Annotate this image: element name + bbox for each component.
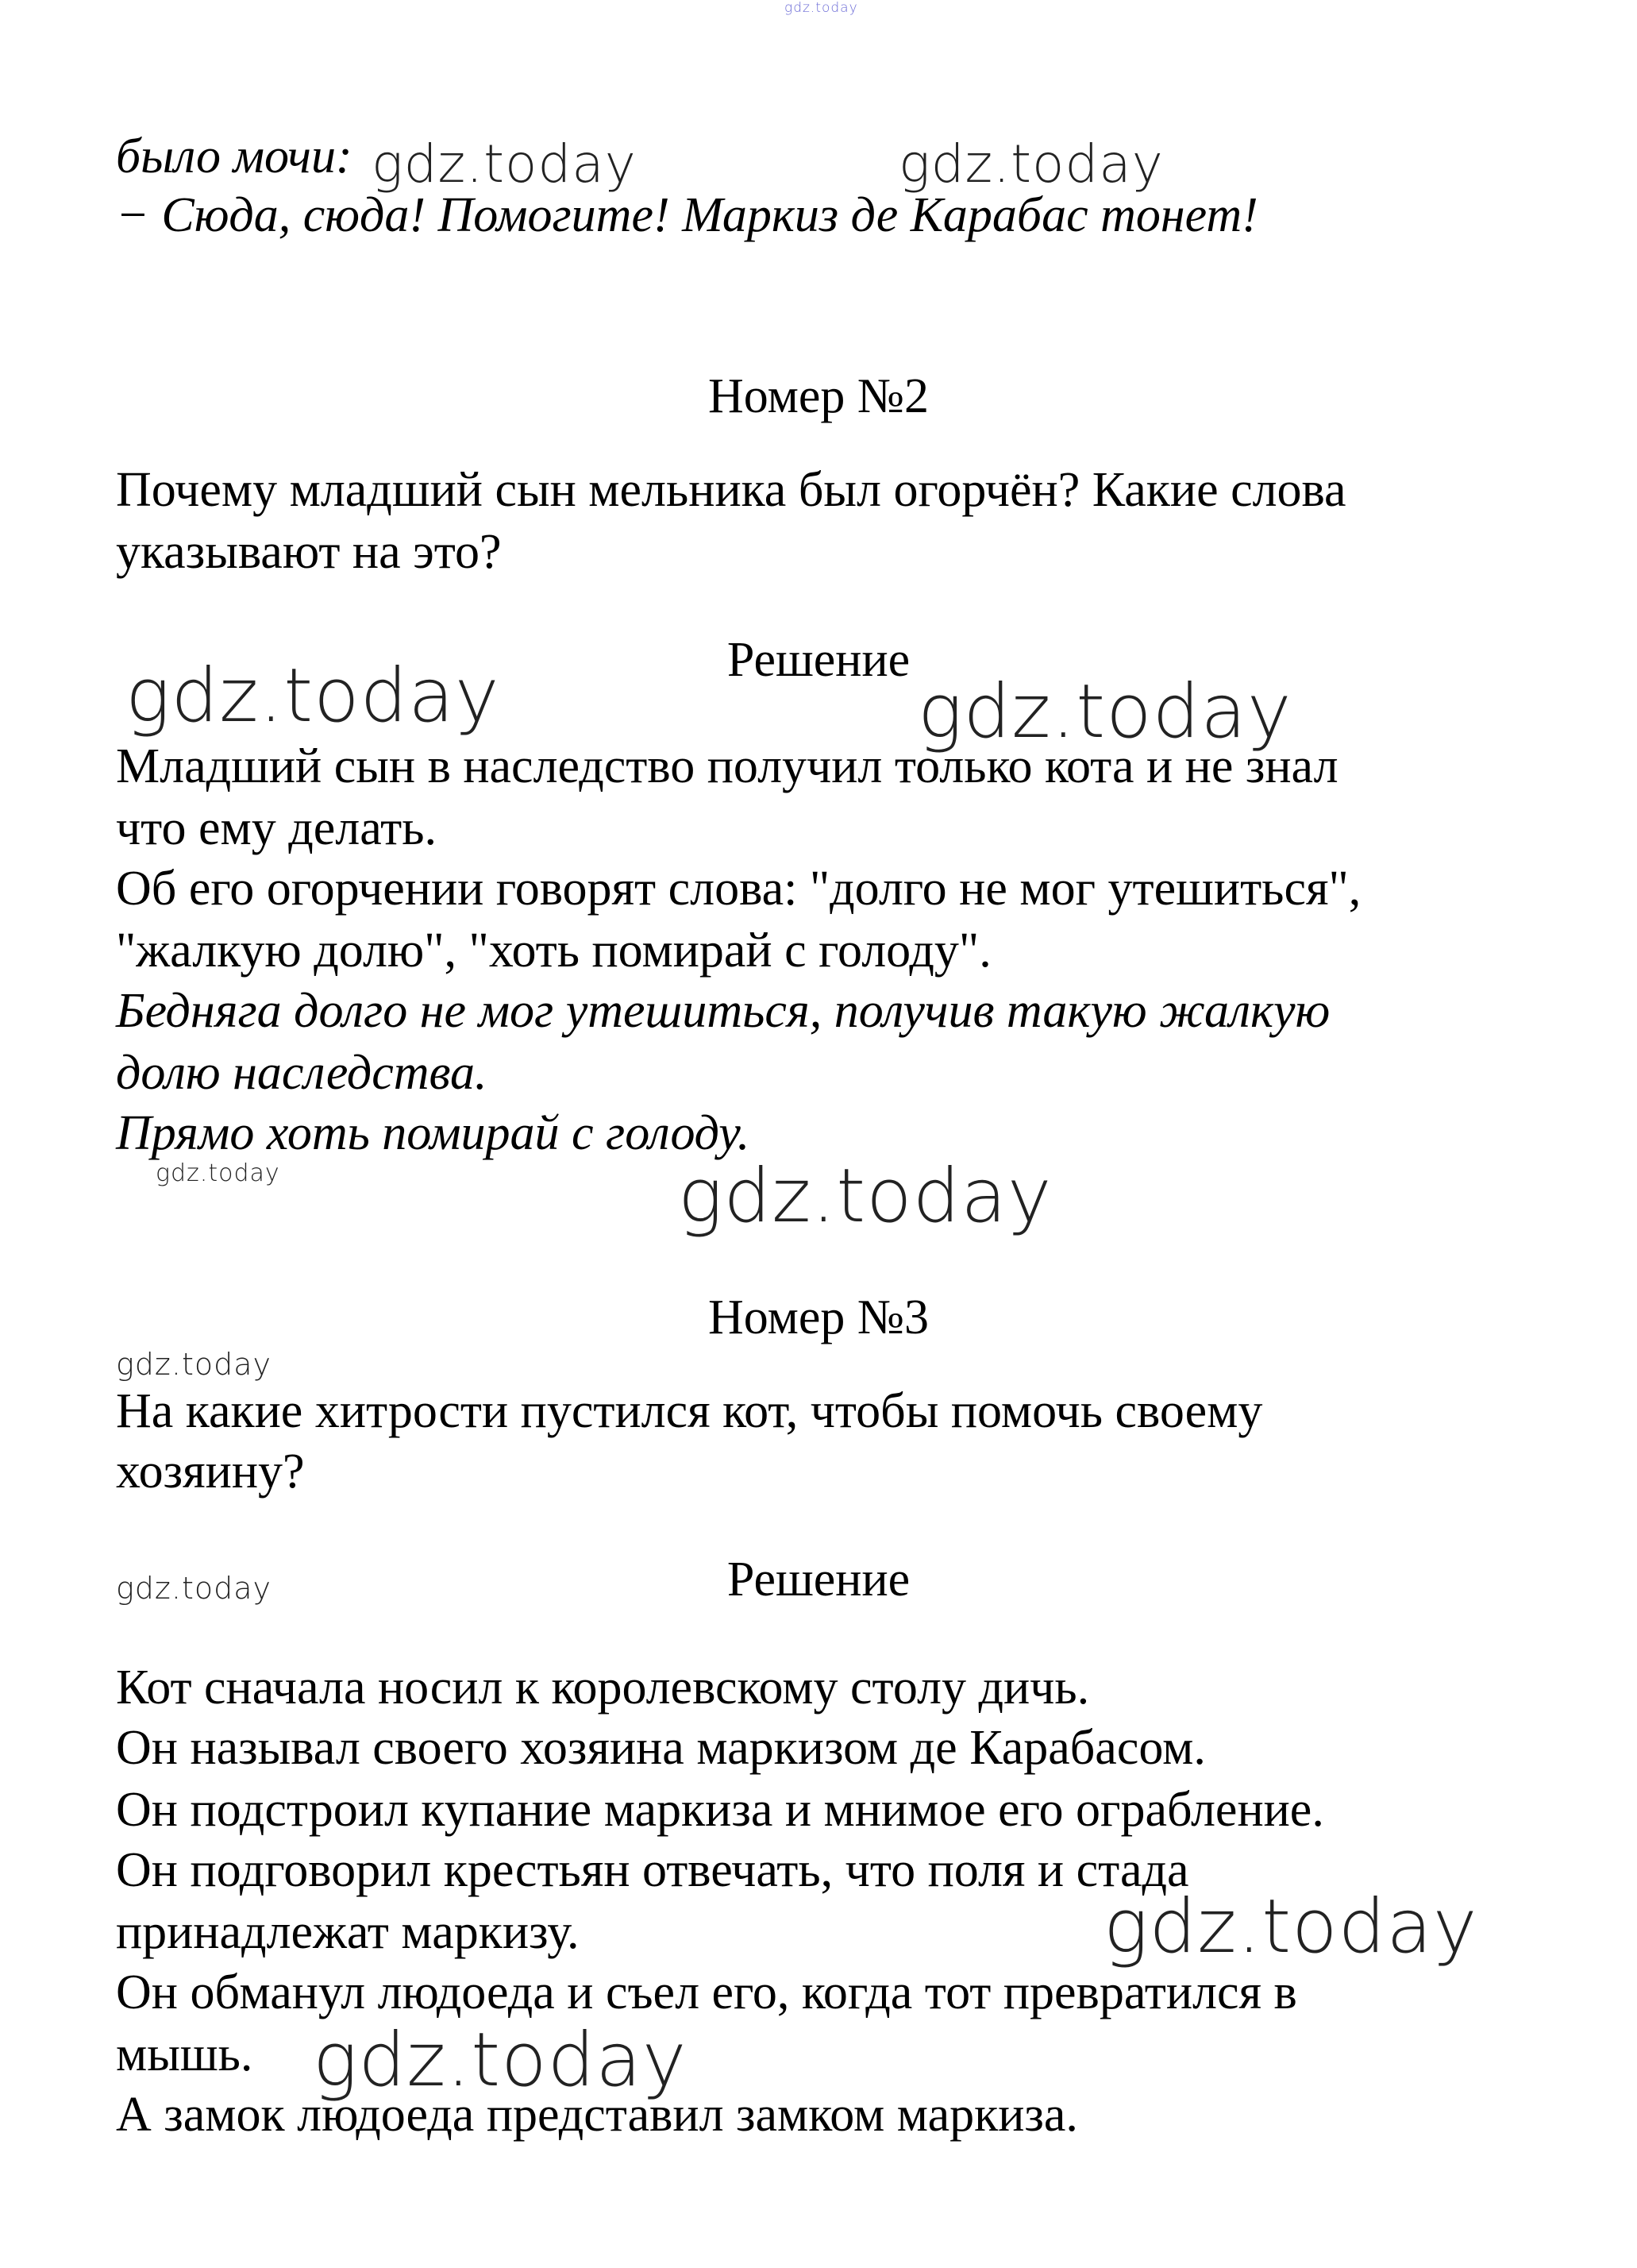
- task-3-question-line-1: На какие хитрости пустился кот, чтобы помочь своему: [116, 1384, 1263, 1438]
- task-2-question-line-2: указывают на это?: [116, 525, 502, 579]
- watermark-solution-right: gdz.today: [918, 669, 1292, 755]
- watermark-lower-left: gdz.today: [313, 2017, 688, 2104]
- task-2-answer-line-2: что ему делать.: [116, 801, 437, 855]
- task-2-answer-line-3: Об его огорчении говорят слова: "долго не мог утешиться",: [116, 862, 1362, 916]
- task-2-heading: Номер №2: [707, 369, 929, 423]
- watermark-intro-right: gdz.today: [899, 133, 1164, 195]
- watermark-small-3: gdz.today: [116, 1571, 272, 1606]
- watermark-top: gdz.today: [784, 0, 858, 16]
- watermark-intro-left: gdz.today: [372, 133, 637, 195]
- intro-line-1: было мочи:: [116, 129, 352, 183]
- task-3-answer-line-4: Он подговорил крестьян отвечать, что поля и стада: [116, 1843, 1189, 1897]
- task-3-answer-line-3: Он подстроил купание маркиза и мнимое его ограбление.: [116, 1783, 1324, 1837]
- watermark-small-1: gdz.today: [156, 1159, 280, 1187]
- intro-line-2: − Сюда, сюда! Помогите! Маркиз де Карабас тонет!: [116, 188, 1258, 242]
- task-3-answer-line-2: Он называл своего хозяина маркизом де Карабасом.: [116, 1721, 1206, 1775]
- task-2-quote-line-1: Бедняга долго не мог утешиться, получив такую жалкую: [116, 984, 1331, 1038]
- task-2-answer-line-1: Младший сын в наследство получил только кота и не знал: [116, 739, 1338, 793]
- task-3-solution-heading: Решение: [726, 1552, 911, 1606]
- task-3-answer-line-1: Кот сначала носил к королевскому столу дичь.: [116, 1660, 1090, 1714]
- task-2-quote-line-3: Прямо хоть помирай с голоду.: [116, 1106, 750, 1160]
- watermark-small-2: gdz.today: [116, 1347, 272, 1382]
- task-3-heading: Номер №3: [707, 1290, 929, 1344]
- task-2-question-line-1: Почему младший сын мельника был огорчён? Какие слова: [116, 463, 1346, 517]
- watermark-lower-right: gdz.today: [1104, 1884, 1478, 1970]
- task-3-answer-line-8: А замок людоеда представил замком маркиза.: [116, 2088, 1078, 2142]
- watermark-center: gdz.today: [678, 1153, 1053, 1240]
- task-3-answer-line-6: Он обманул людоеда и съел его, когда тот превратился в: [116, 1965, 1297, 2019]
- task-3-question-line-2: хозяину?: [116, 1444, 305, 1498]
- task-2-answer-line-4: "жалкую долю", "хоть помирай с голоду".: [116, 924, 992, 978]
- watermark-solution-left: gdz.today: [125, 653, 500, 739]
- task-3-answer-line-5: принадлежат маркизу.: [116, 1905, 580, 1959]
- task-2-solution-heading: Решение: [726, 633, 911, 687]
- task-3-answer-line-7: мышь.: [116, 2027, 253, 2081]
- task-2-quote-line-2: долю наследства.: [116, 1046, 487, 1100]
